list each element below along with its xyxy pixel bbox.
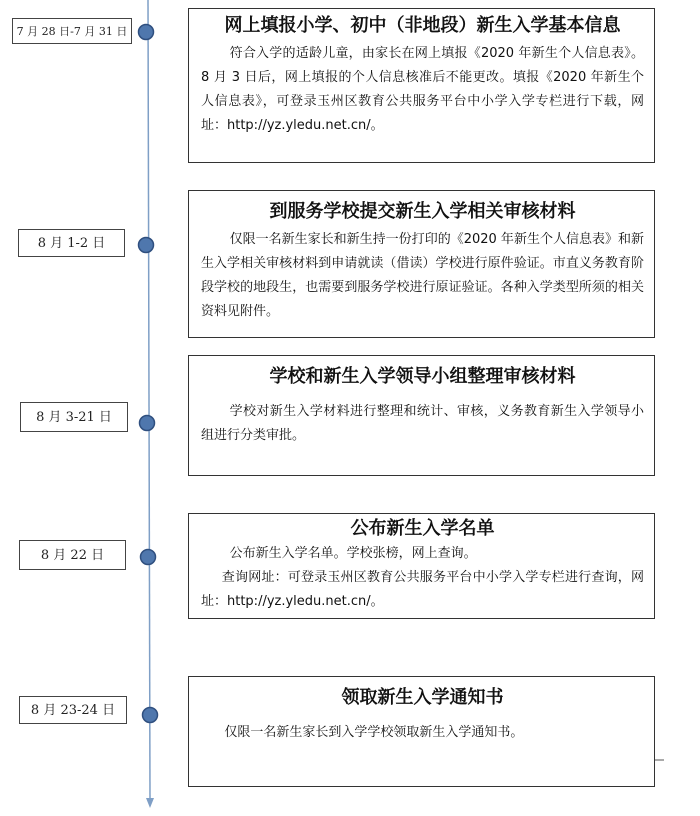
timeline-node (139, 238, 154, 253)
timeline-node (143, 708, 158, 723)
step-description: 仅限一名新生家长和新生持一份打印的《2020 年新生个人信息表》和新生入学相关审核材料到申请就读（借读）学校进行原件验证。市直义务教育阶段学校的地段生，也需要到服务学校进行原证验证。各种入学类型所须的相关资料见附件。 (201, 232, 644, 319)
step-title: 学校和新生入学领导小组整理审核材料 (269, 366, 576, 387)
step-description: 查询网址：可登录玉州区教育公共服务平台中小学入学专栏进行查询，网址：http://yz.yledu.net.cn/。 (201, 570, 644, 609)
step-title: 领取新生入学通知书 (341, 687, 504, 708)
step-title: 公布新生入学名单 (350, 518, 495, 539)
step-title: 网上填报小学、初中（非地段）新生入学基本信息 (224, 15, 621, 36)
step-date-label: 8 月 3-21 日 (20, 402, 128, 432)
step-description: 仅限一名新生家长到入学学校领取新生入学通知书。 (224, 725, 524, 740)
timeline-line (148, 0, 150, 800)
step-card (188, 190, 655, 338)
step-card (188, 676, 655, 787)
step-title: 到服务学校提交新生入学相关审核材料 (269, 201, 576, 222)
step-date-label: 8 月 1-2 日 (18, 229, 125, 257)
timeline-arrow-icon (146, 798, 154, 808)
step-card (188, 8, 655, 163)
step-card (188, 355, 655, 476)
step-description: 公布新生入学名单。学校张榜，网上查询。 (229, 546, 477, 561)
timeline-node (139, 25, 154, 40)
step-date-label: 8 月 22 日 (19, 540, 126, 570)
step-card (188, 513, 655, 619)
step-description: 学校对新生入学材料进行整理和统计、审核，义务教育新生入学领导小组进行分类审批。 (201, 404, 644, 443)
timeline-node (140, 416, 155, 431)
step-date-label: 8 月 23-24 日 (19, 696, 127, 724)
step-description: 符合入学的适龄儿童，由家长在网上填报《2020 年新生个人信息表》。8 月 3 日后，网上填报的个人信息核准后不能更改。填报《2020 年新生个人信息表》，可登录玉州区教育公共服务平台中小学入学专栏进行下载，网址：http://yz.yledu.net.cn/。 (201, 46, 644, 133)
step-date-label: 7 月 28 日-7 月 31 日 (12, 18, 132, 44)
timeline-node (141, 550, 156, 565)
